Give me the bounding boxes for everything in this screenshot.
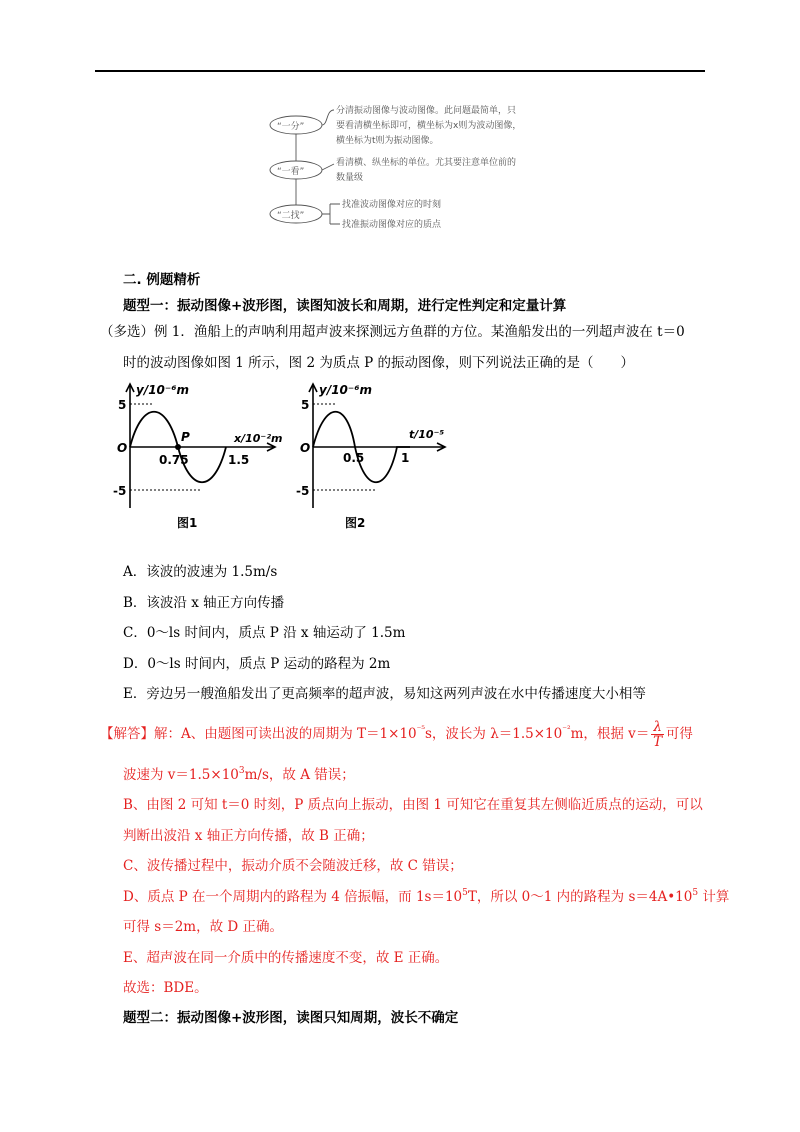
header-rule [95, 70, 705, 72]
option-c: C．0～ls 时间内，质点 P 沿 x 轴运动了 1.5m [123, 625, 406, 641]
fig2-caption: 图2 [345, 516, 366, 530]
answer-line-3: B、由图 2 可知 t＝0 时刻，P 质点向上振动，由图 1 可知它在重复其左侧临近质点的运动，可以 [123, 797, 703, 813]
fig1-y-tick: -5 [113, 484, 127, 498]
fig1-y-tick: 5 [118, 398, 127, 412]
mindmap-note: 要看清横坐标即可，横坐标为x则为波动图像， [336, 121, 522, 131]
section-title: 二. 例题精析 [123, 272, 201, 288]
answer-line-8: E、超声波在同一介质中的传播速度不变，故 E 正确。 [123, 950, 449, 966]
mindmap-svg [260, 98, 580, 238]
fig2-x-label: t/10⁻⁵ [409, 428, 445, 441]
fig2-x-tick: 1 [401, 451, 410, 465]
mindmap-node: “一看” [277, 167, 305, 177]
answer-line-5: C、波传播过程中，振动介质不会随波迁移，故 C 错误； [123, 858, 463, 874]
mindmap-node: “一分” [277, 122, 305, 132]
mindmap-note: 横坐标为t则为振动图像。 [336, 136, 439, 146]
fig2-x-tick: 0.5 [343, 451, 365, 465]
fig1-x-tick: 0.75 [159, 453, 189, 467]
fig2-y-tick: -5 [296, 484, 310, 498]
answer-line-1: 【解答】解：A、由题图可读出波的周期为 $T=1\times 10^{^{-5}}s$，波长为 $\lambda=1.5\times 10^{^{-2}}m$，根据 v＝ $\frac{\lambda}{T}$ 可得 [100, 719, 693, 750]
answer-line-7: 可得 s＝2m，故 D 正确。 [123, 919, 284, 935]
fig2-y-tick: 5 [301, 398, 310, 412]
answer-line-9: 故选：BDE。 [123, 980, 208, 996]
type2-title: 题型二：振动图像+波形图，读图只知周期，波长不确定 [123, 1010, 459, 1026]
mindmap-note: 看清横、纵坐标的单位。尤其要注意单位前的 [336, 158, 517, 168]
mindmap-note: 分清振动图像与波动图像。此问题最简单，只 [336, 106, 517, 116]
fig1-point-p: P [181, 430, 190, 444]
fig2-origin: O [300, 441, 311, 455]
answer-label: 【解答】 [100, 726, 154, 742]
figure-2-vibration [295, 380, 455, 540]
answer-line-4: 判断出波沿 x 轴正方向传播，故 B 正确； [123, 828, 374, 844]
question-line: 时的波动图像如图 1 所示，图 2 为质点 P 的振动图像，则下列说法正确的是（ ） [123, 355, 635, 371]
fig1-origin: O [117, 441, 128, 455]
fig1-caption: 图1 [177, 516, 198, 530]
mindmap-note: 找准波动图像对应的时刻 [342, 200, 442, 210]
figure-1-wave [110, 380, 285, 540]
fig1-x-label: x/10⁻²m [234, 432, 283, 445]
option-b: B．该波沿 x 轴正方向传播 [123, 595, 285, 611]
option-a: A．该波的波速为 1.5m/s [123, 564, 278, 580]
option-e: E．旁边另一艘渔船发出了更高频率的超声波，易知这两列声波在水中传播速度大小相等 [123, 686, 646, 702]
mindmap-node: “二找” [277, 211, 305, 221]
answer-line-6: D、质点 P 在一个周期内的路程为 4 倍振幅，而 $1s=10^5T$，所以 0～1 内的路程为 $s=4A•10^5$ 计算 [123, 888, 730, 905]
option-d: D．0～ls 时间内，质点 P 运动的路程为 2m [123, 656, 391, 672]
fig2-y-label: y/10⁻⁶m [319, 383, 372, 397]
type1-title: 题型一：振动图像+波形图，读图知波长和周期，进行定性判定和定量计算 [123, 298, 567, 314]
method-mindmap [260, 98, 580, 242]
mindmap-note: 数量级 [336, 173, 364, 183]
fig1-y-label: y/10⁻⁶m [136, 383, 189, 397]
answer-line-2: 波速为 $v=1.5\times 10^3m/s$，故 A 错误； [123, 766, 355, 783]
velocity-fraction: $\frac{\lambda}{T}$ [653, 719, 663, 750]
mindmap-note: 找准振动图像对应的质点 [342, 220, 442, 230]
fig1-x-tick: 1.5 [228, 453, 250, 467]
question-line: （多选）例 1．渔船上的声呐利用超声波来探测远方鱼群的方位。某渔船发出的一列超声波在 t＝0 [100, 324, 685, 340]
